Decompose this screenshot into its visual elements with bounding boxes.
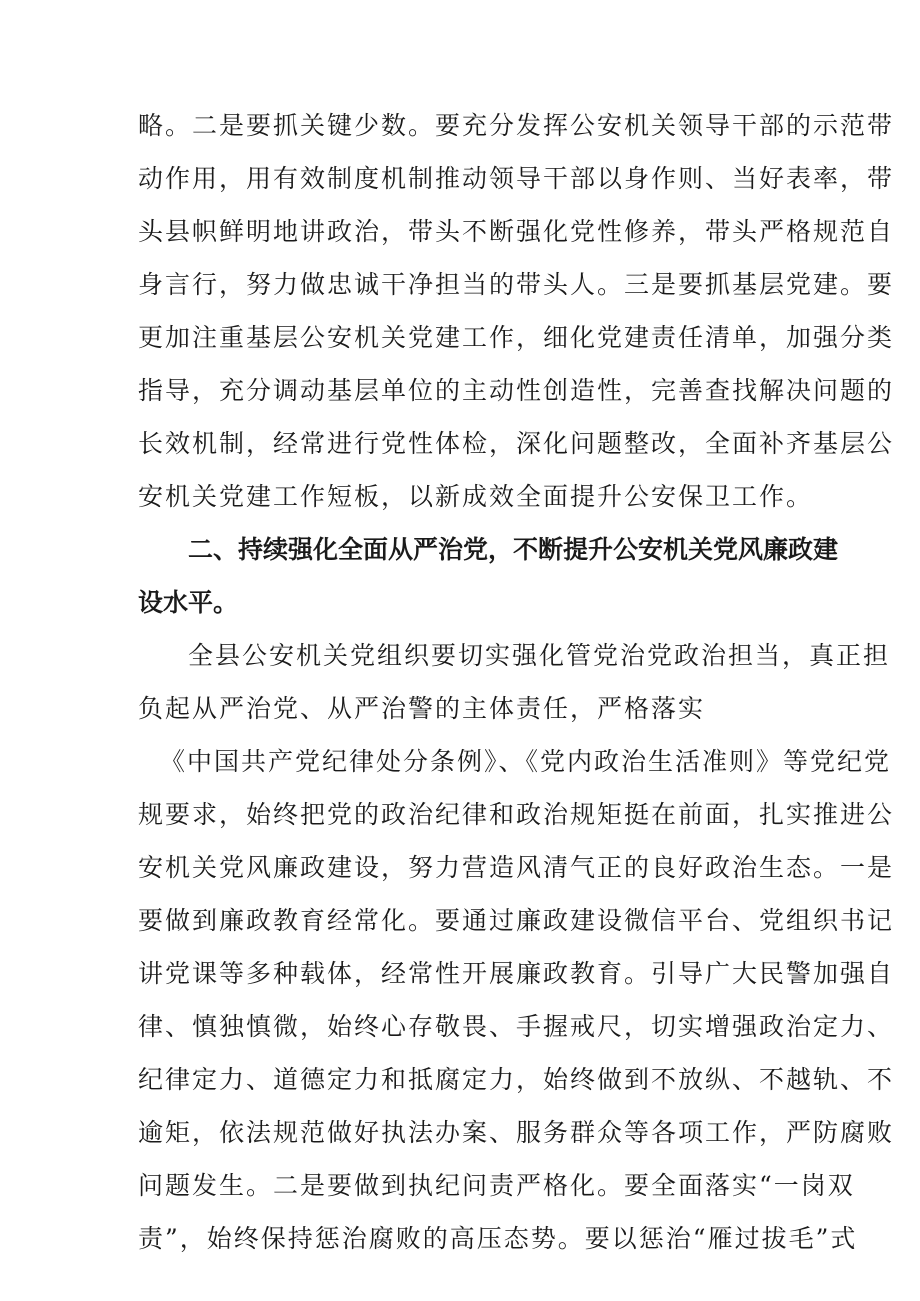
paragraph-line: 安机关党风廉政建设，努力营造风清气正的良好政治生态。一是: [138, 853, 895, 882]
paragraph-line: 负起从严治党、从严治警的主体责任，严格落实: [138, 694, 706, 723]
paragraph-line: 略。二是要抓关键少数。要充分发挥公安机关领导干部的示范带: [138, 111, 895, 140]
paragraph-line: 纪律定力、道德定力和抵腐定力，始终做到不放纵、不越轨、不: [138, 1065, 895, 1094]
paragraph-line: 身言行，努力做忠诚干净担当的带头人。三是要抓基层党建。要: [138, 270, 895, 299]
section-heading-continued: 设水平。: [138, 588, 239, 617]
paragraph-line: 责”，始终保持惩治腐败的高压态势。要以惩治“雁过拔毛”式: [138, 1224, 858, 1253]
paragraph-line: 动作用，用有效制度机制推动领导干部以身作则、当好表率，带: [138, 164, 895, 193]
paragraph-line: 律、慎独慎微，始终心存敬畏、手握戒尺，切实增强政治定力、: [138, 1012, 895, 1041]
section-heading: 二、持续强化全面从严治党，不断提升公安机关党风廉政建: [188, 535, 839, 564]
paragraph-line: 安机关党建工作短板，以新成效全面提升公安保卫工作。: [138, 482, 814, 511]
paragraph-line: 逾矩，依法规范做好执法办案、服务群众等各项工作，严防腐败: [138, 1118, 895, 1147]
paragraph-line: 头县帜鲜明地讲政治，带头不断强化党性修养，带头严格规范自: [138, 217, 895, 246]
paragraph-line: 讲党课等多种载体，经常性开展廉政教育。引导广大民警加强自: [138, 959, 895, 988]
paragraph-line: 更加注重基层公安机关党建工作，细化党建责任清单，加强分类: [138, 323, 895, 352]
paragraph-line: 《中国共产党纪律处分条例》、《党内政治生活准则》等党纪党: [160, 747, 892, 776]
paragraph-line: 规要求，始终把党的政治纪律和政治规矩挺在前面，扎实推进公: [138, 800, 895, 829]
paragraph-line: 问题发生。二是要做到执纪问责严格化。要全面落实“一岗双: [138, 1171, 855, 1200]
paragraph-line: 指导，充分调动基层单位的主动性创造性，完善查找解决问题的: [138, 376, 895, 405]
paragraph-line: 长效机制，经常进行党性体检，深化问题整改，全面补齐基层公: [138, 429, 895, 458]
paragraph-line: 全县公安机关党组织要切实强化管党治党政治担当，真正担: [188, 641, 891, 670]
paragraph-line: 要做到廉政教育经常化。要通过廉政建设微信平台、党组织书记: [138, 906, 895, 935]
